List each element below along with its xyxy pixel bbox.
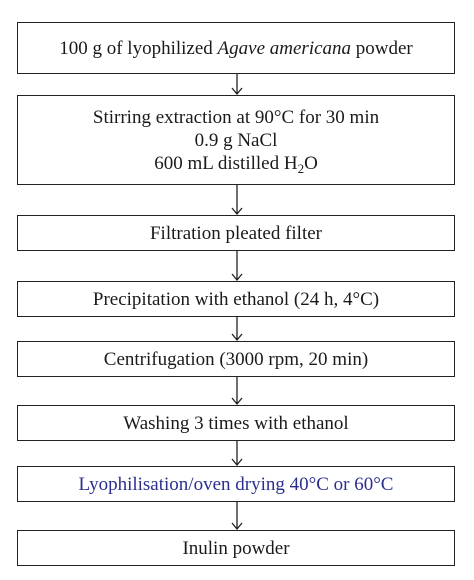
text-run: Centrifugation (3000 rpm, 20 min) [103, 348, 369, 370]
text-run: Inulin powder [182, 537, 290, 559]
text-run: Lyophilisation/oven drying 40°C or 60°C [78, 473, 394, 495]
text-run: Washing 3 times with ethanol [123, 412, 349, 434]
text-run: 0.9 g NaCl [194, 129, 278, 151]
text-run: Filtration pleated filter [149, 222, 322, 244]
text-run: Stirring extraction at 90°C for 30 min [92, 106, 380, 128]
text-run: 600 mL distilled H [154, 152, 298, 174]
italic-text: Agave americana [217, 37, 352, 59]
text-run: 100 g of lyophilized [59, 37, 218, 59]
text-run: Precipitation with ethanol (24 h, 4°C) [92, 288, 380, 310]
text-run: powder [351, 37, 413, 59]
text-run: O [304, 152, 318, 174]
subscript-text: 2 [297, 160, 305, 176]
